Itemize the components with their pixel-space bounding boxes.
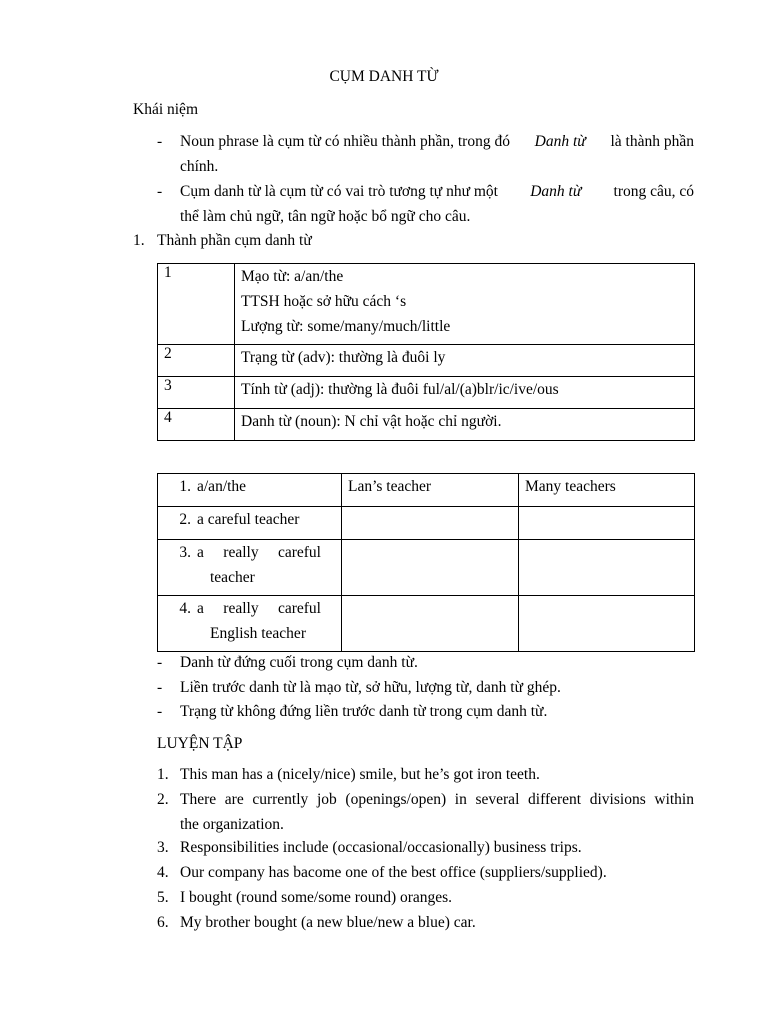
component-number: 4 xyxy=(158,409,235,441)
concept-heading: Khái niệm xyxy=(133,101,198,118)
note-item: Liền trước danh từ là mạo từ, sở hữu, lượng từ, danh từ ghép. xyxy=(180,679,561,696)
example-word: really xyxy=(223,600,259,617)
concept-point-1-line-2: chính. xyxy=(180,158,219,175)
empty-cell xyxy=(519,596,695,652)
column-header: Many teachers xyxy=(525,478,616,495)
empty-cell xyxy=(519,507,695,540)
component-description xyxy=(235,264,695,345)
exercise-number: 3. xyxy=(157,839,169,856)
concept-point-1-line-1 xyxy=(180,133,694,151)
header-cell xyxy=(519,474,695,507)
table-row xyxy=(158,540,695,596)
exercise-number: 5. xyxy=(157,889,169,906)
component-line: TTSH hoặc sở hữu cách ‘s xyxy=(241,293,407,310)
exercise-text: My brother bought (a new blue/new a blue) car. xyxy=(180,914,476,931)
empty-cell xyxy=(342,507,519,540)
component-line: Lượng từ: some/many/much/little xyxy=(241,318,451,335)
exercise-number: 6. xyxy=(157,914,169,931)
concept-point-2-line-2: thể làm chủ ngữ, tân ngữ hoặc bổ ngữ cho câu. xyxy=(180,208,471,225)
column-header: Lan’s teacher xyxy=(348,478,432,495)
empty-cell xyxy=(342,540,519,596)
table-row xyxy=(158,596,695,652)
example-text-line-2: teacher xyxy=(210,569,255,586)
bullet-dash: - xyxy=(157,654,163,671)
example-cell xyxy=(158,540,342,596)
section-heading: Thành phần cụm danh từ xyxy=(157,232,312,249)
example-word: a xyxy=(197,544,204,561)
example-number: 2. xyxy=(179,511,191,528)
component-description xyxy=(235,345,695,377)
table-row xyxy=(158,377,695,409)
example-text-line-2: English teacher xyxy=(210,625,306,642)
empty-cell xyxy=(342,596,519,652)
example-cell xyxy=(158,474,342,507)
example-number: 1. xyxy=(179,478,191,495)
table-row xyxy=(158,264,695,345)
concept-point-1-emphasis: Danh từ xyxy=(534,133,586,150)
table-row xyxy=(158,474,695,507)
concept-point-2-emphasis: Danh từ xyxy=(530,183,582,200)
example-word: really xyxy=(223,544,259,561)
bullet-dash: - xyxy=(157,679,163,696)
bullet-dash: - xyxy=(157,183,163,200)
component-line: Tính từ (adj): thường là đuôi ful/al/(a)blr/ic/ive/ous xyxy=(241,381,559,398)
section-number: 1. xyxy=(133,232,145,249)
components-table xyxy=(157,263,695,441)
table-row xyxy=(158,409,695,441)
component-number: 3 xyxy=(158,377,235,409)
exercise-text: There are currently job (openings/open) in several different divisions within xyxy=(180,791,694,808)
exercise-number: 2. xyxy=(157,791,169,808)
exercise-text: Our company has bacome one of the best office (suppliers/supplied). xyxy=(180,864,607,881)
practice-heading: LUYỆN TẬP xyxy=(157,735,243,752)
component-line: Mạo từ: a/an/the xyxy=(241,268,344,285)
example-word: a xyxy=(197,600,204,617)
component-number: 1 xyxy=(158,264,235,345)
example-number: 3. xyxy=(179,544,191,561)
exercise-number: 4. xyxy=(157,864,169,881)
example-number: 4. xyxy=(179,600,191,617)
component-line: Danh từ (noun): N chỉ vật hoặc chỉ người. xyxy=(241,413,502,430)
example-cell xyxy=(158,507,342,540)
component-description xyxy=(235,377,695,409)
table-row xyxy=(158,507,695,540)
exercise-text: This man has a (nicely/nice) smile, but he’s got iron teeth. xyxy=(180,766,540,783)
concept-point-2-text-a: Cụm danh từ là cụm từ có vai trò tương tự như một xyxy=(180,183,498,200)
examples-table xyxy=(157,473,695,652)
component-number: 2 xyxy=(158,345,235,377)
example-word: careful xyxy=(277,600,321,617)
header-cell xyxy=(342,474,519,507)
exercise-number: 1. xyxy=(157,766,169,783)
table-row xyxy=(158,345,695,377)
note-item: Danh từ đứng cuối trong cụm danh từ. xyxy=(180,654,418,671)
note-item: Trạng từ không đứng liền trước danh từ trong cụm danh từ. xyxy=(180,703,548,720)
example-text: a careful teacher xyxy=(197,511,300,528)
bullet-dash: - xyxy=(157,133,163,150)
concept-point-1-text-a: Noun phrase là cụm từ có nhiều thành phần, trong đó xyxy=(180,133,510,150)
example-text: a/an/the xyxy=(197,478,247,495)
example-cell xyxy=(158,596,342,652)
empty-cell xyxy=(519,540,695,596)
concept-point-1-text-b: là thành phần xyxy=(610,133,694,150)
exercise-text: Responsibilities include (occasional/occasionally) business trips. xyxy=(180,839,582,856)
exercise-text: I bought (round some/some round) oranges. xyxy=(180,889,453,906)
exercise-text-line-2: the organization. xyxy=(180,816,284,833)
concept-point-2-line-1 xyxy=(180,183,694,201)
component-line: Trạng từ (adv): thường là đuôi ly xyxy=(241,349,446,366)
component-description xyxy=(235,409,695,441)
concept-point-2-text-b: trong câu, có xyxy=(613,183,694,200)
example-word: careful xyxy=(277,544,321,561)
page-title: CỤM DANH TỪ xyxy=(329,68,439,85)
bullet-dash: - xyxy=(157,703,163,720)
